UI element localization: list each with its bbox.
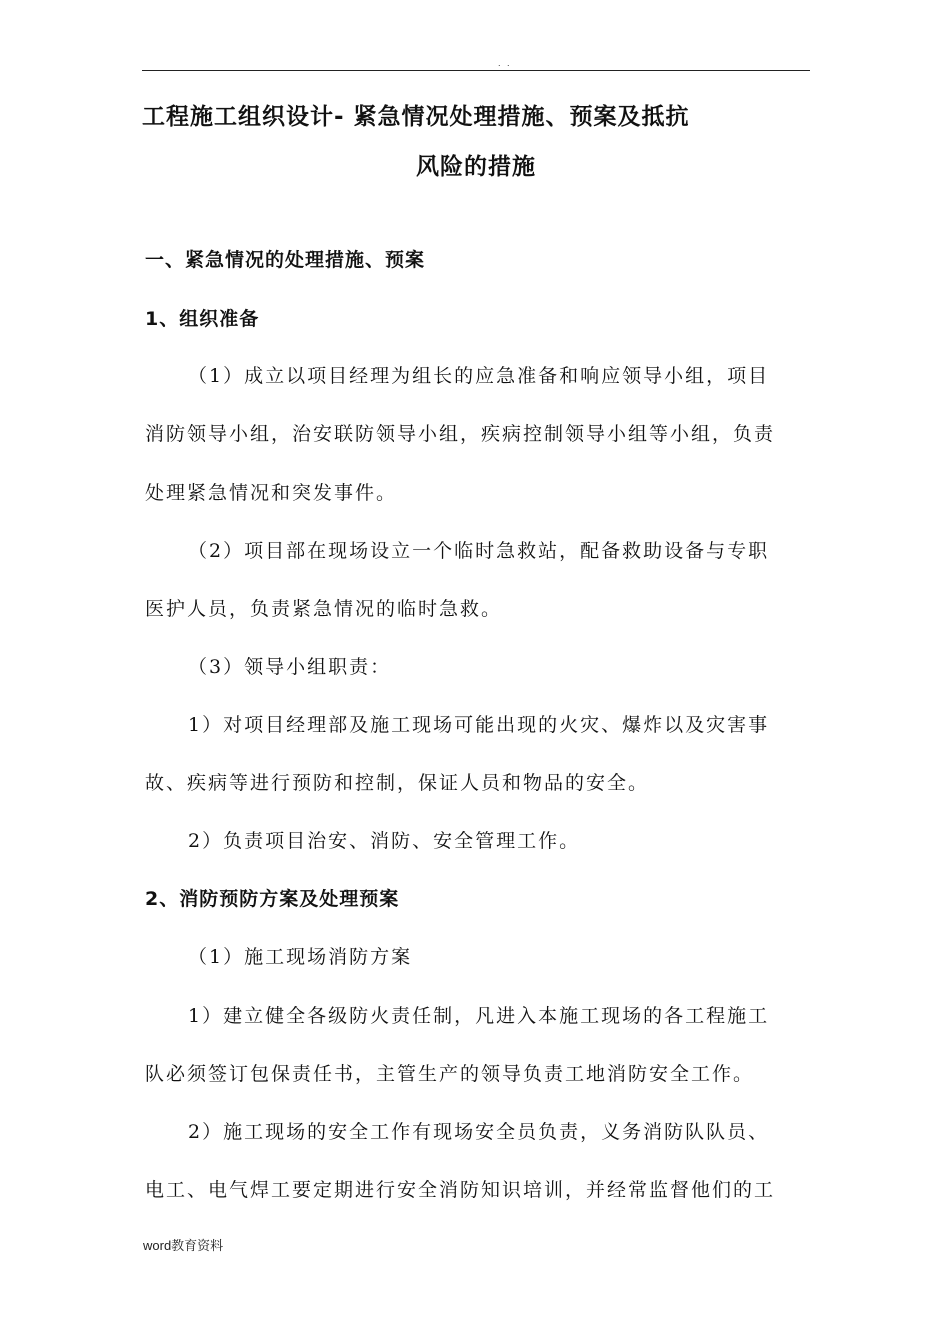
header-mark: . .	[498, 58, 512, 68]
document-title-line-2: 风险的措施	[416, 154, 536, 180]
section-heading: 一、紧急情况的处理措施、预案	[145, 249, 426, 271]
paragraph-line: 故、疾病等进行预防和控制，保证人员和物品的安全。	[145, 772, 650, 794]
paragraph-line: 2）施工现场的安全工作有现场安全员负责，义务消防队队员、	[188, 1121, 770, 1143]
paragraph-line: （1）成立以项目经理为组长的应急准备和响应领导小组，项目	[188, 365, 770, 387]
subsection-heading: 2、消防预防方案及处理预案	[145, 888, 400, 910]
paragraph-line: 处理紧急情况和突发事件。	[145, 482, 398, 504]
paragraph-line: （2）项目部在现场设立一个临时急救站，配备救助设备与专职	[188, 540, 770, 562]
document-title-line-1: 工程施工组织设计- 紧急情况处理措施、预案及抵抗	[142, 104, 690, 130]
paragraph-line: 1）建立健全各级防火责任制，凡进入本施工现场的各工程施工	[188, 1005, 770, 1027]
paragraph-line: （1）施工现场消防方案	[188, 946, 413, 968]
paragraph-line: 医护人员，负责紧急情况的临时急救。	[145, 598, 503, 620]
paragraph-line: 消防领导小组，治安联防领导小组，疾病控制领导小组等小组，负责	[145, 423, 776, 445]
paragraph-line: （3）领导小组职责：	[188, 656, 392, 678]
paragraph-line: 电工、电气焊工要定期进行安全消防知识培训，并经常监督他们的工	[145, 1179, 776, 1201]
footer-text: word教育资料	[143, 1238, 224, 1253]
subsection-heading: 1、组织准备	[145, 308, 260, 330]
header-rule	[142, 70, 810, 71]
paragraph-line: 队必须签订包保责任书，主管生产的领导负责工地消防安全工作。	[145, 1063, 755, 1085]
paragraph-line: 1）对项目经理部及施工现场可能出现的火灾、爆炸以及灾害事	[188, 714, 770, 736]
paragraph-line: 2）负责项目治安、消防、安全管理工作。	[188, 830, 581, 852]
